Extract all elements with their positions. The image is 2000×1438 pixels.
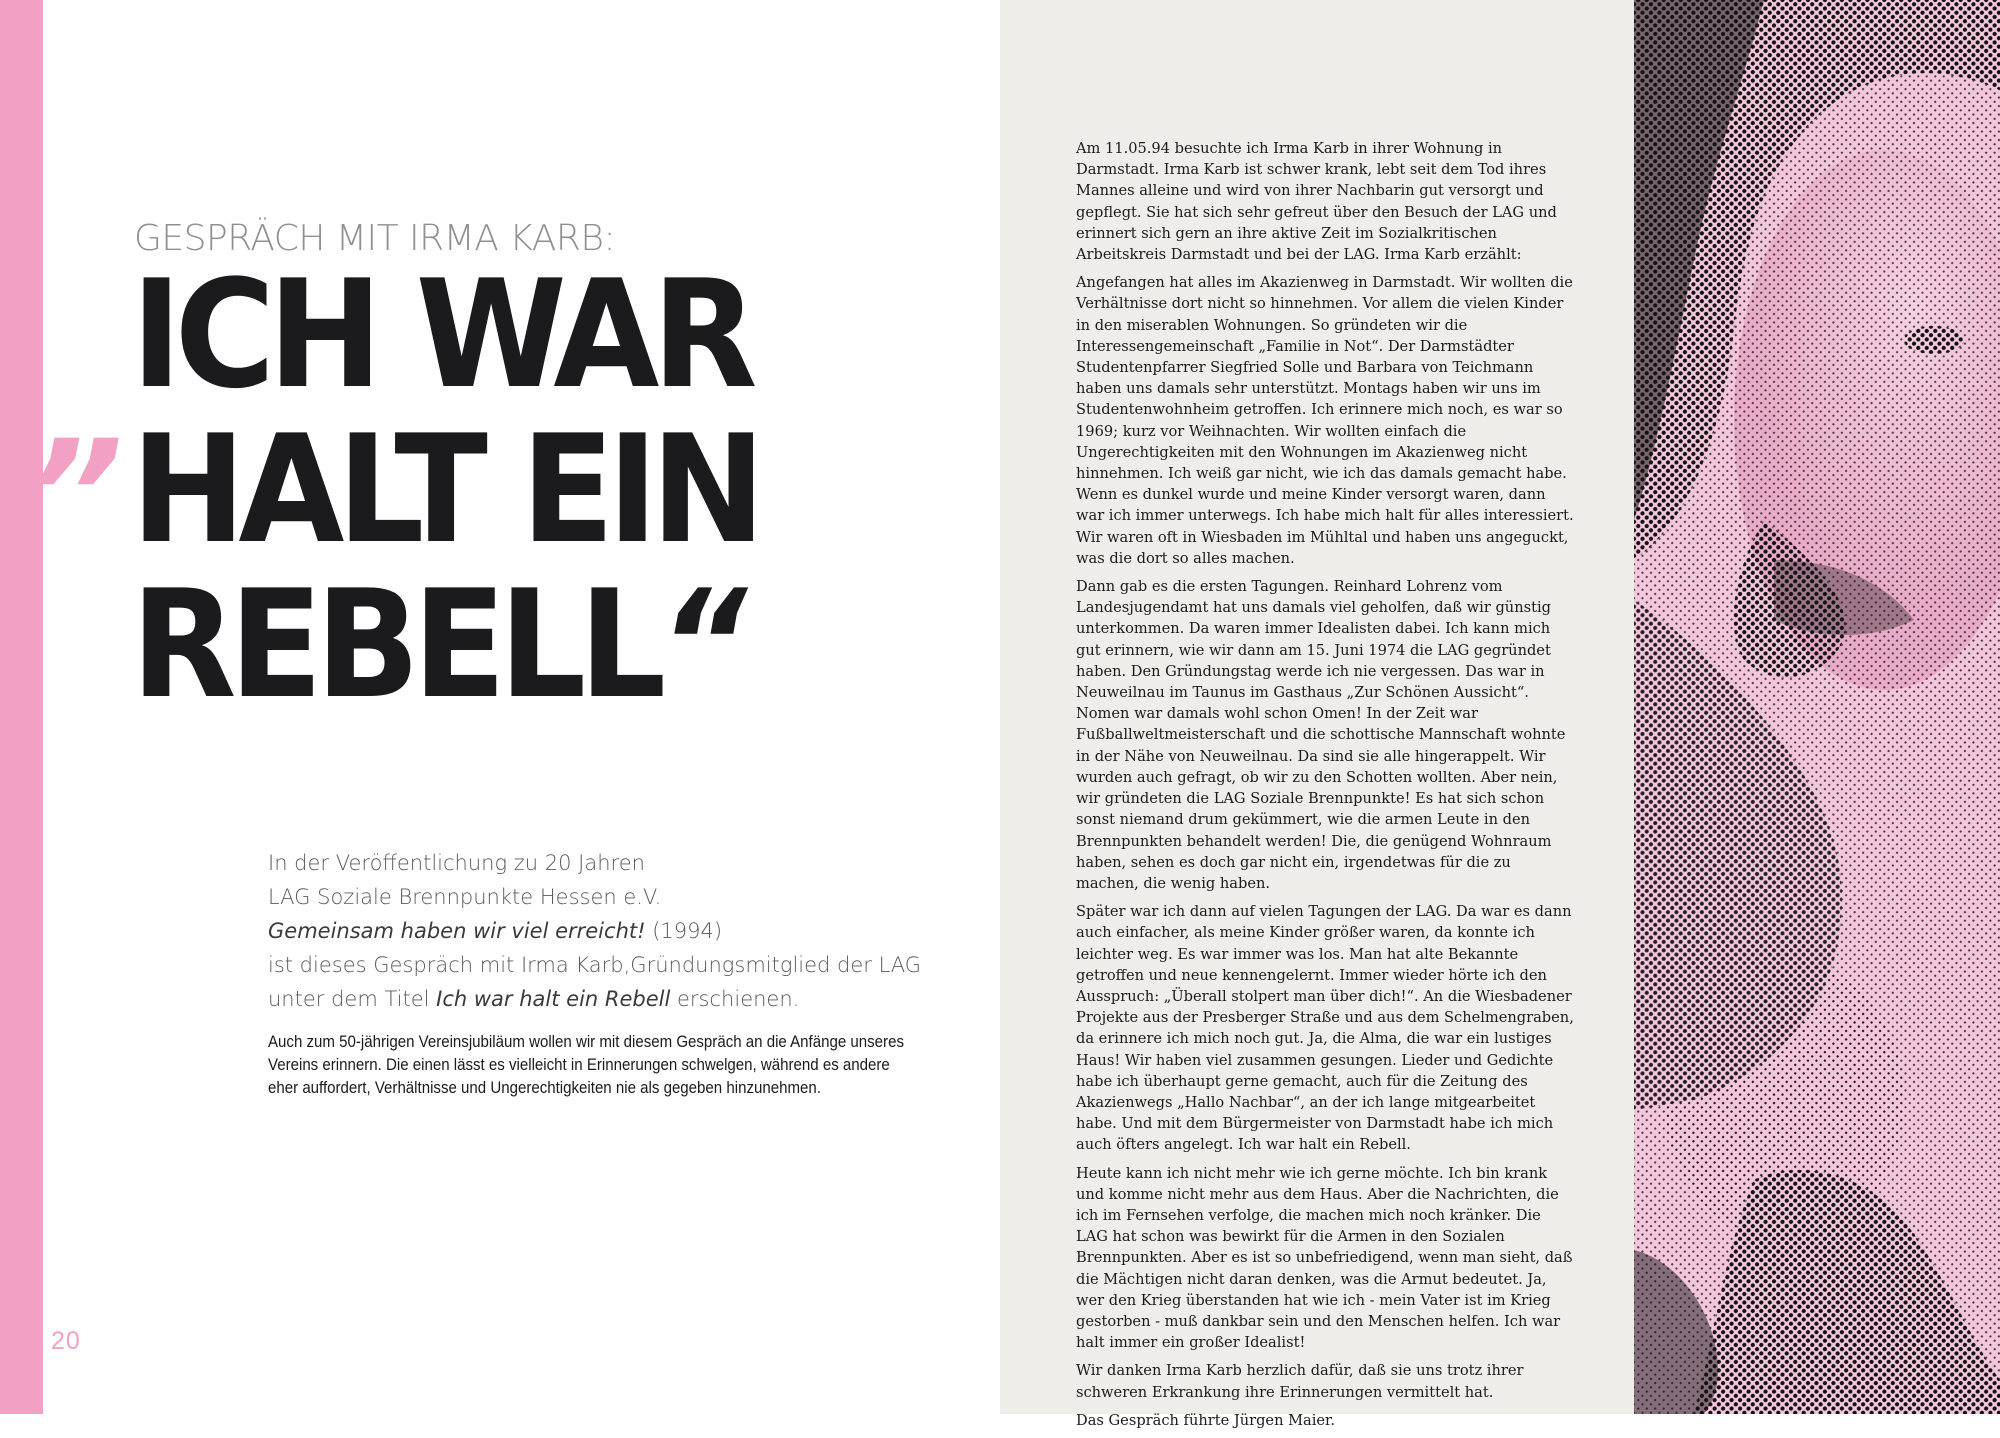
halftone-portrait-image bbox=[1634, 0, 2000, 1414]
headline bbox=[131, 249, 759, 732]
right-page bbox=[1000, 0, 1634, 1429]
intro-line-5 bbox=[268, 982, 948, 1016]
paragraph: Dann gab es die ersten Tagungen. Reinhard Lohrenz vom Landesjugendamt hat uns damals viel geholfen, daß wir günstig unterkommen. Da waren immer Idealisten dabei. Ich kann mich gut erinnern, wie wir dann am 15. Juni 1974 die LAG gegründet haben. Den Gründungstag werde ich nie vergessen. Das war in Neuweilnau im Taunus im Gasthaus „Zur Schönen Aussicht“. Nomen war damals wohl schon Omen! In der Zeit war Fußballweltmeisterschaft und die schottische Mannschaft wohnte in der Nähe von Neuweilnau. Da sind sie alle hingerappelt. Wir wurden auch gefragt, ob wir zu den Schotten wollten. Aber nein, wir gründeten die LAG Soziale Brennpunkte! Es hat sich schon sonst niemand drum gekümmert, wie die armen Leute in den Brennpunkten behandelt werden! Die, die genügend Wohnraum haben, sehen es doch gar nicht ein, irgendetwas für die zu machen, die wenig haben. bbox=[1076, 578, 1566, 892]
photo-overlay-texture bbox=[1634, 0, 2000, 1414]
anniversary-note-text: Auch zum 50-jährigen Vereinsjubiläum wollen wir mit diesem Gespräch an die Anfänge unseres Vereins erinnern. Die einen lässt es vielleicht in Erinnerungen schwelgen, während es andere eher auffordert, Verhältnisse und Ungerechtigkeiten nie als gegeben hinzunehmen. bbox=[268, 1033, 904, 1097]
kicker-title: GESPRÄCH MIT IRMA KARB: bbox=[134, 218, 616, 259]
pink-edge-bar bbox=[0, 0, 43, 1414]
paragraph: Später war ich dann auf vielen Tagungen der LAG. Da war es dann auch einfacher, als meine Kinder größer waren, da konnte ich leichter weg. Es war immer was los. Man hat alte Bekannte getroffen und neue kennengelernt. Immer wieder hörte ich den Ausspruch: „Überall stolpert man über dich!“. An die Wiesbadener Projekte aus der Presberger Straße und aus dem Schelmengraben, da erinnere ich mich noch gut. Ja, die Alma, die war ein lustiges Haus! Wir haben viel zusammen gesungen. Lieder und Gedichte habe ich überhaupt gerne gemacht, auch für die Zeitung des Akazienwegs „Hallo Nachbar“, an der ich lange mitgearbeitet habe. Und mit dem Bürgermeister von Darmstadt habe ich mich auch öfters angelegt. Ich war halt ein Rebell. bbox=[1076, 903, 1574, 1154]
headline-line-1: ICH WAR bbox=[131, 249, 751, 422]
closing-quote-mark: “ bbox=[658, 559, 740, 732]
intro-line-2: LAG Soziale Brennpunkte Hessen e.V. bbox=[268, 885, 662, 909]
halftone-portrait-photo bbox=[1634, 0, 2000, 1414]
headline-line-2: HALT EIN bbox=[131, 404, 759, 577]
publication-year: (1994) bbox=[645, 919, 723, 943]
paragraph: Wir danken Irma Karb herzlich dafür, daß sie uns trotz ihrer schweren Erkrankung ihre Erinnerungen vermittelt hat. bbox=[1076, 1362, 1524, 1401]
headline-line-3 bbox=[131, 559, 758, 732]
interview-text bbox=[1076, 138, 1576, 1438]
interviewer-credit: Das Gespräch führte Jürgen Maier. bbox=[1076, 1411, 1336, 1429]
intro-line-4: ist dieses Gespräch mit Irma Karb,Gründungsmitglied der LAG bbox=[268, 953, 922, 977]
anniversary-note bbox=[268, 1031, 919, 1100]
opening-quote-mark: „ bbox=[43, 328, 140, 502]
paragraph: Heute kann ich nicht mehr wie ich gerne möchte. Ich bin krank und komme nicht mehr aus dem Haus. Aber die Nachrichten, die ich im Fernsehen verfolge, die machen mich noch kränker. Die LAG hat schon was bewirkt für die Armen in den Sozialen Brennpunkten. Aber es ist so unbefriedigend, wenn man sieht, daß die Mächtigen nicht daran denken, was die Armut bedeutet. Ja, wer den Krieg überstanden hat wie ich - mein Vater ist im Krieg gestorben - muß dankbar sein und den Menschen helfen. Ich war halt immer ein großer Idealist! bbox=[1076, 1164, 1573, 1352]
intro-text bbox=[268, 846, 948, 1016]
page-number: 20 bbox=[51, 1327, 81, 1355]
publication-title: Gemeinsam haben wir viel erreicht! bbox=[268, 919, 646, 943]
intro-line-5-suffix: erschienen. bbox=[670, 987, 800, 1011]
intro-line-3 bbox=[268, 914, 948, 948]
left-page bbox=[43, 0, 1000, 1414]
article-title: Ich war halt ein Rebell bbox=[436, 987, 671, 1011]
paragraph: Am 11.05.94 besuchte ich Irma Karb in ihrer Wohnung in Darmstadt. Irma Karb ist schwer krank, lebt seit dem Tod ihres Mannes alleine und wird von ihrer Nachbarin gut versorgt und gepflegt. Sie hat sich sehr gefreut über den Besuch der LAG und erinnert sich gern an ihre aktive Zeit im Sozialkritischen Arbeitskreis Darmstadt und bei der LAG. Irma Karb erzählt: bbox=[1076, 140, 1557, 264]
intro-line-1: In der Veröffentlichung zu 20 Jahren bbox=[268, 851, 645, 875]
headline-line-3-text: REBELL bbox=[131, 559, 659, 732]
intro-line-5-prefix: unter dem Titel bbox=[268, 987, 437, 1011]
paragraph: Angefangen hat alles im Akazienweg in Darmstadt. Wir wollten die Verhältnisse dort nicht so hinnehmen. Vor allem die vielen Kinder in den miserablen Wohnungen. So gründeten wir die Interessengemeinschaft „Familie in Not“. Der Darmstädter Studentenpfarrer Siegfried Solle und Barbara von Teichmann haben uns damals sehr unterstützt. Montags haben wir uns im Studentenwohnheim getroffen. Ich erinnere mich noch, es war so 1969; kurz vor Weihnachten. Wir wollten einfach die Ungerechtigkeiten mit den Wohnungen im Akazienweg nicht hinnehmen. Ich weiß gar nicht, wie ich das damals gemacht habe. Wenn es dunkel wurde und meine Kinder versorgt waren, dann war ich immer unterwegs. Ich habe mich halt für alles interessiert. Wir waren oft in Wiesbaden im Mühltal und haben uns angeguckt, was die dort so alles machen. bbox=[1076, 274, 1574, 567]
